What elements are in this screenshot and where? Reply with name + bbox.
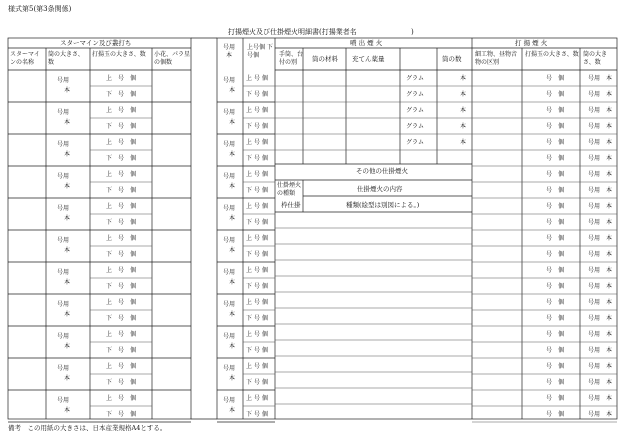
mid-tube-unit: 本 — [229, 375, 236, 382]
uchiage-tube-value: 号用 本 — [588, 123, 613, 130]
mid-lower-shell: 下 号 個 — [246, 411, 268, 418]
starmine-tube-label: 号用 — [57, 173, 70, 180]
uchiage-shell-value: 号 個 — [546, 395, 565, 402]
footnote: 備考 この用紙の大きさは、日本産業規格A4とする。 — [8, 424, 167, 432]
starmine-upper-shell: 上 号 個 — [106, 395, 137, 402]
shikake-content-label: 仕掛煙火の内容 — [357, 185, 403, 193]
starmine-tube-unit: 本 — [64, 375, 71, 382]
uchiage-tube-value: 号用 本 — [588, 251, 613, 258]
uchiage-shell-value: 号 個 — [546, 267, 565, 274]
uchiage-tube-value: 号用 本 — [588, 91, 613, 98]
starmine-tube-label: 号用 — [57, 397, 70, 404]
starmine-tube-unit: 本 — [64, 215, 71, 222]
funshutsu-heading: 噴 出 煙 火 — [350, 39, 383, 47]
uchiage-tube-value: 号用 本 — [588, 395, 613, 402]
starmine-upper-shell: 上 号 個 — [106, 267, 137, 274]
col-tezutsu-daitsuke: 手筒、台付の別 — [279, 51, 304, 67]
mid-tube-unit: 本 — [229, 183, 236, 190]
starmine-upper-shell: 上 号 個 — [106, 75, 137, 82]
tube-count-unit: 本 — [460, 91, 467, 98]
mid-lower-shell: 下 号 個 — [246, 187, 268, 194]
uchiage-shell-value: 号 個 — [546, 379, 565, 386]
starmine-upper-shell: 上 号 個 — [106, 171, 137, 178]
mid-lower-shell: 下 号 個 — [246, 283, 268, 290]
uchiage-tube-value: 号用 本 — [588, 139, 613, 146]
starmine-lower-shell: 下 号 個 — [106, 187, 137, 194]
starmine-lower-shell: 下 号 個 — [106, 411, 137, 418]
mid-tube-label: 号用 — [223, 333, 236, 340]
starmine-tube-unit: 本 — [64, 311, 71, 318]
uchiage-shell-value: 号 個 — [546, 299, 565, 306]
tube-count-unit: 本 — [460, 75, 467, 82]
starmine-tube-unit: 本 — [64, 151, 71, 158]
mid-tube-unit: 本 — [229, 151, 236, 158]
uchiage-shell-value: 号 個 — [546, 363, 565, 370]
uchiage-shell-value: 号 個 — [546, 187, 565, 194]
uchiage-tube-value: 号用 本 — [588, 171, 613, 178]
mid-tube-label: 号用 — [223, 205, 236, 212]
uchiage-shell-value: 号 個 — [546, 171, 565, 178]
mid-tube-label: 号用 — [223, 269, 236, 276]
starmine-upper-shell: 上 号 個 — [106, 235, 137, 242]
starmine-lower-shell: 下 号 個 — [106, 155, 137, 162]
starmine-lower-shell: 下 号 個 — [106, 315, 137, 322]
uchiage-heading: 打 揚 煙 火 — [515, 39, 548, 47]
uchiage-tube-value: 号用 本 — [588, 219, 613, 226]
wakushikake-label: 枠仕掛 — [281, 201, 301, 209]
mid-upper-shell: 上 号 個 — [246, 75, 268, 82]
starmine-upper-shell: 上 号 個 — [106, 139, 137, 146]
mid-upper-shell: 上 号 個 — [246, 299, 268, 306]
starmine-heading: スターマイン及び叢打ち — [60, 39, 132, 47]
col-shell-size-count: 打揚玉の大きさ、数 — [92, 51, 146, 58]
mid-tube-label: 号用 — [223, 237, 236, 244]
powder-gram-unit: グラム — [406, 75, 424, 82]
starmine-tube-label: 号用 — [57, 141, 70, 148]
starmine-upper-shell: 上 号 個 — [106, 107, 137, 114]
powder-gram-unit: グラム — [406, 91, 424, 98]
starmine-tube-label: 号用 — [57, 205, 70, 212]
mid-upper-shell: 上 号 個 — [246, 171, 268, 178]
mid-lower-shell: 下 号 個 — [246, 379, 268, 386]
starmine-lower-shell: 下 号 個 — [106, 283, 137, 290]
shikake-type-label: 仕掛煙火の種類 — [277, 182, 302, 198]
col-tube-count: 筒の数 — [442, 55, 462, 63]
mid-tube-label: 号用 — [223, 77, 236, 84]
col-uchiage-shell: 打揚玉の大きさ、数 — [525, 51, 579, 58]
uchiage-tube-value: 号用 本 — [588, 283, 613, 290]
starmine-upper-shell: 上 号 個 — [106, 299, 137, 306]
mid-upper-shell: 上 号 個 — [246, 235, 268, 242]
powder-gram-unit: グラム — [406, 107, 424, 114]
mid-tube-label: 号用 — [223, 141, 236, 148]
starmine-upper-shell: 上 号 個 — [106, 203, 137, 210]
mid-upper-shell: 上 号 個 — [246, 267, 268, 274]
starmine-upper-shell: 上 号 個 — [106, 363, 137, 370]
mid-lower-shell: 下 号 個 — [246, 123, 268, 130]
col-saiku-hiru-oto: 細工物、昼物音物の区別 — [475, 51, 518, 67]
uchiage-tube-value: 号用 本 — [588, 203, 613, 210]
starmine-lower-shell: 下 号 個 — [106, 251, 137, 258]
mid-upper-shell: 上 号 個 — [246, 363, 268, 370]
starmine-upper-shell: 上 号 個 — [106, 331, 137, 338]
mid-upper-shell: 上 号 個 — [246, 395, 268, 402]
mid-lower-shell: 下 号 個 — [246, 315, 268, 322]
mid-tube-label: 号用 — [223, 173, 236, 180]
mid-lower-shell: 下 号 個 — [246, 219, 268, 226]
uchiage-tube-value: 号用 本 — [588, 363, 613, 370]
shikake-other-label: その他の仕掛煙火 — [356, 167, 408, 175]
uchiage-shell-value: 号 個 — [546, 235, 565, 242]
mid-tube-unit: 本 — [229, 247, 236, 254]
col-starmine-name: スターマインの名称 — [10, 51, 40, 67]
starmine-tube-label: 号用 — [57, 365, 70, 372]
starmine-tube-label: 号用 — [57, 269, 70, 276]
starmine-table — [8, 38, 191, 419]
starmine-tube-label: 号用 — [57, 237, 70, 244]
starmine-tube-label: 号用 — [57, 333, 70, 340]
starmine-lower-shell: 下 号 個 — [106, 347, 137, 354]
uchiage-shell-value: 号 個 — [546, 219, 565, 226]
starmine-lower-shell: 下 号 個 — [106, 379, 137, 386]
starmine-tube-unit: 本 — [64, 247, 71, 254]
mid-lower-shell: 下 号 個 — [246, 155, 268, 162]
uchiage-shell-value: 号 個 — [546, 315, 565, 322]
form-title-close: ) — [411, 28, 414, 36]
tube-count-unit: 本 — [460, 139, 467, 146]
mid-tube-unit: 本 — [229, 311, 236, 318]
mid-upper-shell: 上 号 個 — [246, 139, 268, 146]
mid-tube-unit: 本 — [229, 407, 236, 414]
powder-gram-unit: グラム — [406, 139, 424, 146]
tube-count-unit: 本 — [460, 107, 467, 114]
uchiage-shell-value: 号 個 — [546, 75, 565, 82]
mid-col-b-header: 上号個 下号個 — [247, 44, 273, 60]
uchiage-tube-value: 号用 本 — [588, 267, 613, 274]
starmine-tube-unit: 本 — [64, 183, 71, 190]
uchiage-tube-value: 号用 本 — [588, 75, 613, 82]
uchiage-shell-value: 号 個 — [546, 283, 565, 290]
mid-lower-shell: 下 号 個 — [246, 251, 268, 258]
starmine-tube-unit: 本 — [64, 87, 71, 94]
mid-tube-unit: 本 — [229, 119, 236, 126]
mid-tube-label: 号用 — [223, 397, 236, 404]
uchiage-tube-value: 号用 本 — [588, 107, 613, 114]
uchiage-shell-value: 号 個 — [546, 139, 565, 146]
mid-tube-unit: 本 — [229, 279, 236, 286]
mid-lower-shell: 下 号 個 — [246, 91, 268, 98]
col-tube-size-count: 筒の大きさ、数 — [48, 51, 84, 67]
starmine-tube-unit: 本 — [64, 119, 71, 126]
uchiage-tube-value: 号用 本 — [588, 299, 613, 306]
col-powder-amount: 充てん薬量 — [352, 55, 385, 63]
uchiage-tube-value: 号用 本 — [588, 331, 613, 338]
starmine-lower-shell: 下 号 個 — [106, 123, 137, 130]
uchiage-tube-value: 号用 本 — [588, 155, 613, 162]
uchiage-tube-value: 号用 本 — [588, 187, 613, 194]
form-title: 打揚煙火及び仕掛煙火明細書(打揚業者名 — [228, 28, 357, 36]
col-uchiage-tube: 筒の大きさ、数 — [583, 51, 608, 67]
mid-tube-label: 号用 — [223, 365, 236, 372]
uchiage-shell-value: 号 個 — [546, 251, 565, 258]
mid-lower-shell: 下 号 個 — [246, 347, 268, 354]
uchiage-shell-value: 号 個 — [546, 155, 565, 162]
mid-tube-unit: 本 — [229, 87, 236, 94]
starmine-tube-unit: 本 — [64, 279, 71, 286]
mid-tube-label: 号用 — [223, 109, 236, 116]
col-small-flower-count: 小花、パラ星の個数 — [154, 51, 191, 67]
mid-tube-unit: 本 — [229, 343, 236, 350]
starmine-tube-label: 号用 — [57, 77, 70, 84]
mid-upper-shell: 上 号 個 — [246, 107, 268, 114]
uchiage-tube-value: 号用 本 — [588, 347, 613, 354]
uchiage-tube-value: 号用 本 — [588, 379, 613, 386]
mid-col-a-header: 号用本 — [222, 44, 235, 60]
powder-gram-unit: グラム — [406, 123, 424, 130]
uchiage-shell-value: 号 個 — [546, 107, 565, 114]
starmine-tube-unit: 本 — [64, 407, 71, 414]
starmine-lower-shell: 下 号 個 — [106, 219, 137, 226]
col-tube-material: 筒の材料 — [312, 55, 338, 63]
mid-tube-label: 号用 — [223, 301, 236, 308]
wakushikake-content: 種類(絵型は別図による。) — [346, 201, 420, 209]
uchiage-shell-value: 号 個 — [546, 123, 565, 130]
uchiage-tube-value: 号用 本 — [588, 315, 613, 322]
mid-upper-shell: 上 号 個 — [246, 331, 268, 338]
starmine-lower-shell: 下 号 個 — [106, 91, 137, 98]
uchiage-shell-value: 号 個 — [546, 347, 565, 354]
starmine-tube-unit: 本 — [64, 343, 71, 350]
uchiage-shell-value: 号 個 — [546, 331, 565, 338]
mid-tube-unit: 本 — [229, 215, 236, 222]
uchiage-tube-value: 号用 本 — [588, 235, 613, 242]
starmine-tube-label: 号用 — [57, 301, 70, 308]
form-number: 様式第5(第3条関係) — [8, 5, 72, 13]
uchiage-shell-value: 号 個 — [546, 411, 565, 418]
starmine-tube-label: 号用 — [57, 109, 70, 116]
uchiage-shell-value: 号 個 — [546, 91, 565, 98]
uchiage-shell-value: 号 個 — [546, 203, 565, 210]
uchiage-tube-value: 号用 本 — [588, 411, 613, 418]
tube-count-unit: 本 — [460, 123, 467, 130]
mid-upper-shell: 上 号 個 — [246, 203, 268, 210]
